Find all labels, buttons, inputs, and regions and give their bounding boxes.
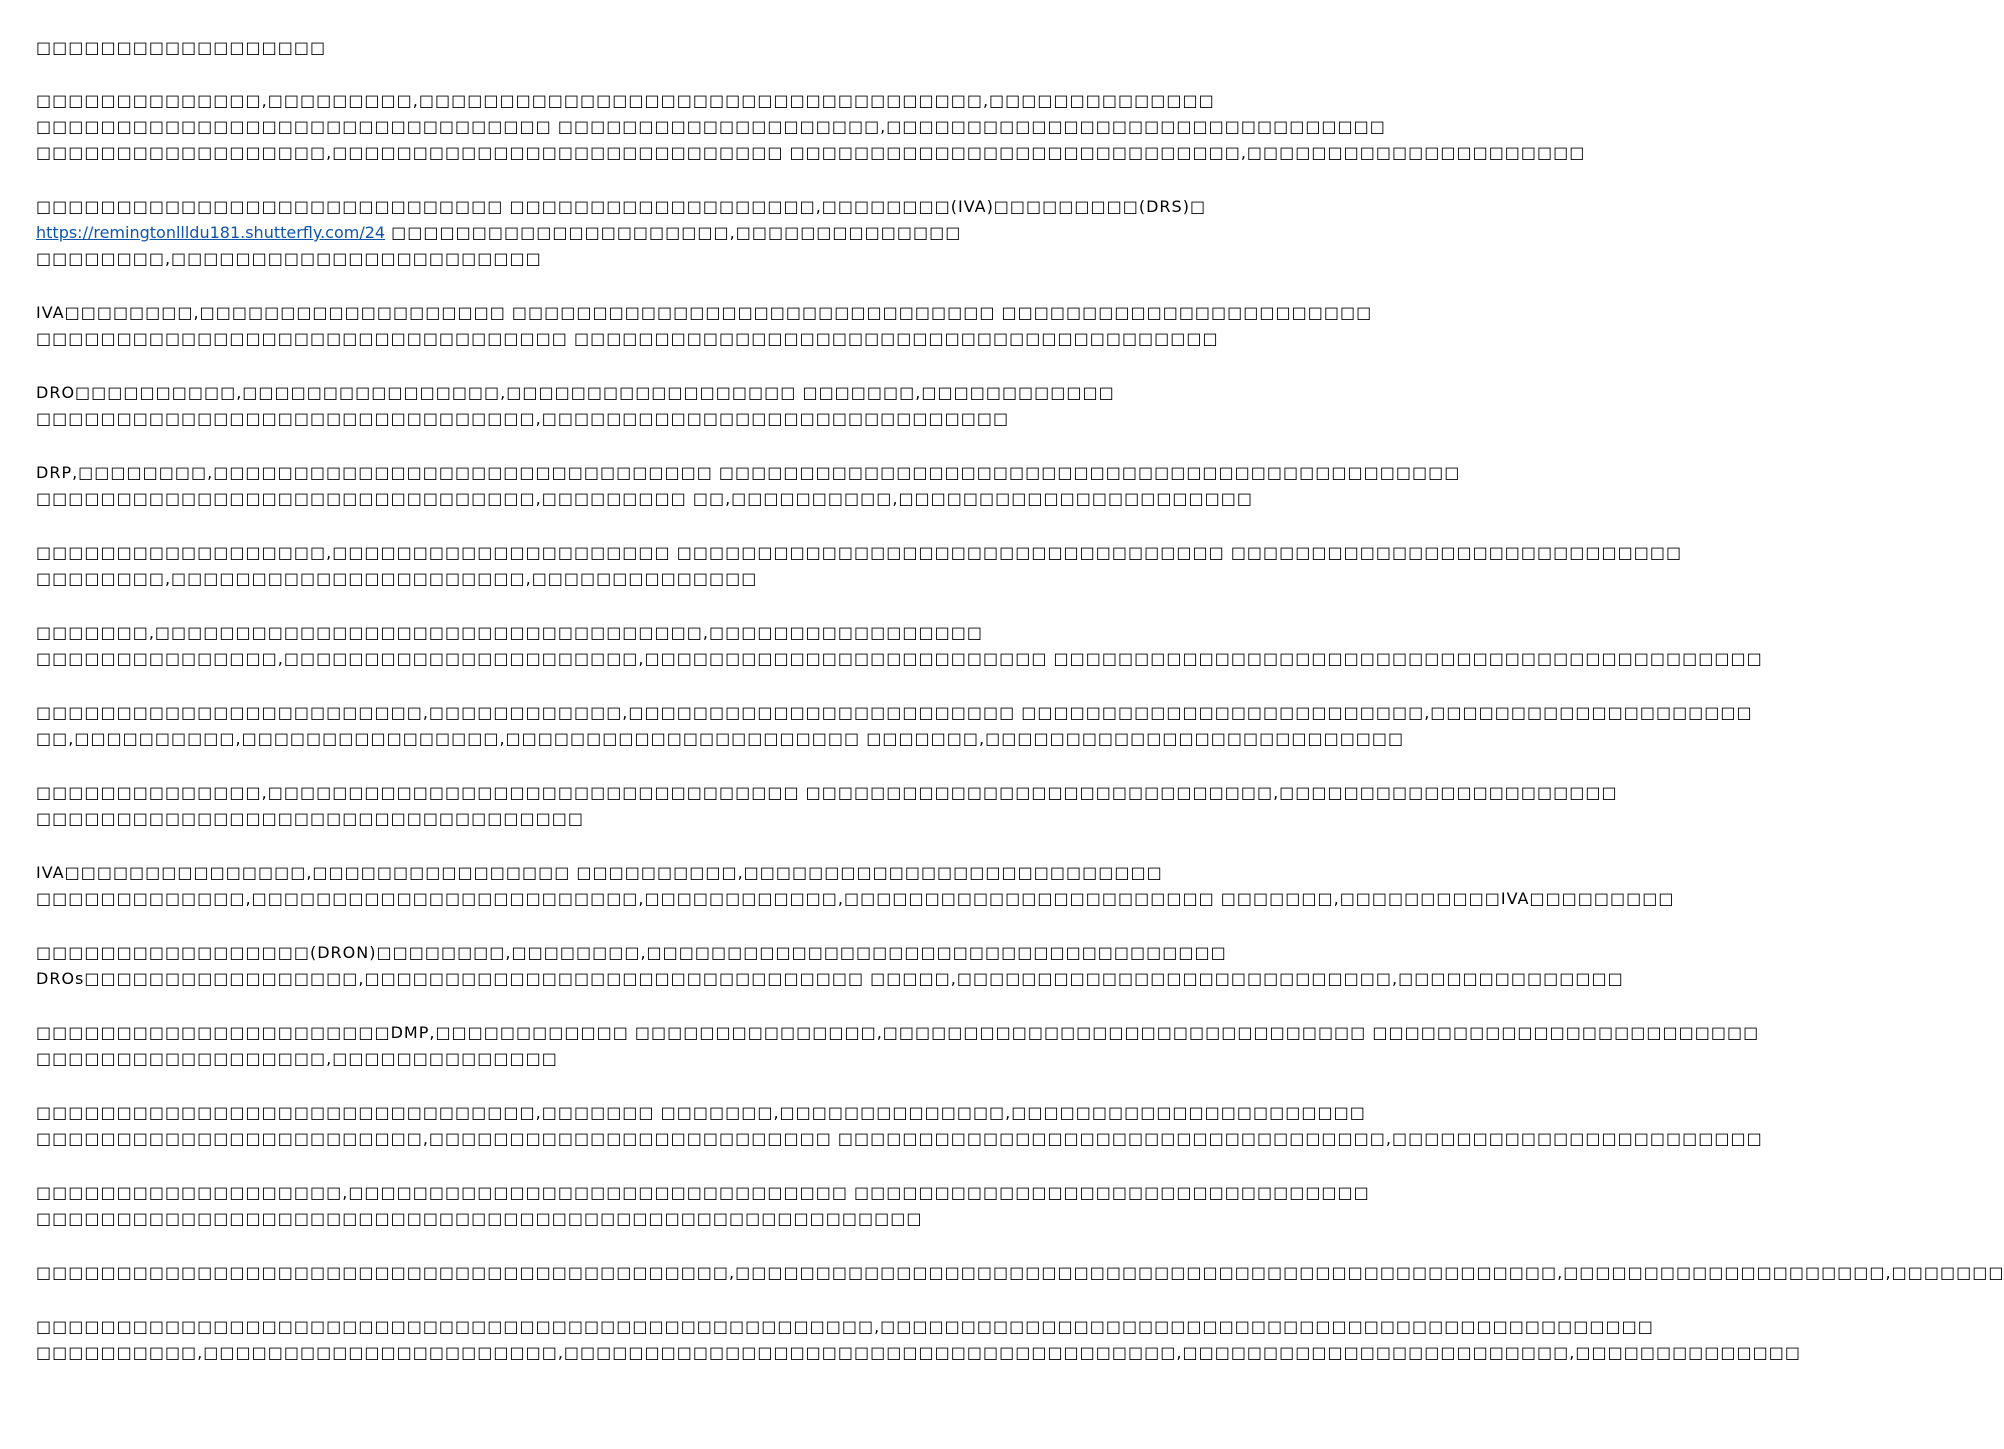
paragraph-10 [36, 860, 1675, 912]
text-line: □□□□□□□□,□□□□□□□□□□□□□□□□□□□□□□□ [36, 249, 542, 268]
paragraph-13 [36, 1100, 1763, 1152]
text-line: □□□□□□□□□□□□□□□□□□□□□□□□□□□□□□□□□□□□□□□□□□□,□□□□□□□□□□□□□□□□□□□□□□□□□□□□□□□□□□□□□□□□□□□□□□□□□□□,□□□□□□□□□□□□□□□□□□□□,□□□□□□□ [36, 1263, 2004, 1282]
text-line: □□□□□□□□□□□□□□,□□□□□□□□□,□□□□□□□□□□□□□□□□□□□□□□□□□□□□□□□□□□□,□□□□□□□□□□□□□□ [36, 91, 1215, 110]
text-line: □□□□□□□□□□□□□□□□□□,□□□□□□□□□□□□□□□□□□□□□ □□□□□□□□□□□□□□□□□□□□□□□□□□□□□□□□□□ □□□□□□□□□□□□□□□□□□□□□□□□□□□□ [36, 543, 1683, 562]
text-line: □□□□□□□□□□□□□□□□□□□□□□□□,□□□□□□□□□□□□,□□□□□□□□□□□□□□□□□□□□□□□□ □□□□□□□□□□□□□□□□□□□□□□□□□,□□□□□□□□□□□□□□□□□□□□ [36, 703, 1753, 722]
paragraph-1 [36, 88, 1586, 166]
text-line: □□□□□□□□□□□□□□□□□□□,□□□□□□□□□□□□□□□□□□□□□□□□□□□□□□□ □□□□□□□□□□□□□□□□□□□□□□□□□□□□□□□□ [36, 1183, 1370, 1202]
text-line: □□□□□□□□□□□□□□□□□□□□□□DMP,□□□□□□□□□□□□ □□□□□□□□□□□□□□□,□□□□□□□□□□□□□□□□□□□□□□□□□□□□□□ □□□□□□□□□□□□□□□□□□□□□□□□ [36, 1023, 1760, 1042]
text-line: □□□□□□□□□□□□□□□□□□□□□□□□□□□□□□□,□□□□□□□□□□□□□□□□□□□□□□□□□□□□□ [36, 409, 1010, 428]
text-line: □□□□□□□□□□□□□□□□□□□□□□□□□□□□□□□□□□□□□□□□□□□□□□□□□□□□,□□□□□□□□□□□□□□□□□□□□□□□□□□□□□□□□□□□□□□□□□□□□□□□□ [36, 1317, 1654, 1336]
paragraph-2 [36, 194, 1207, 272]
paragraph-7 [36, 620, 1763, 672]
text-line: □□□□□□□□,□□□□□□□□□□□□□□□□□□□□□□,□□□□□□□□□□□□□□ [36, 569, 758, 588]
text-line: □□□□□□□□□□□□□□□,□□□□□□□□□□□□□□□□□□□□□□,□□□□□□□□□□□□□□□□□□□□□□□□□ □□□□□□□□□□□□□□□□□□□□□□□□□□□□□□□□□□□□□□□□□□□□ [36, 649, 1763, 668]
text-line: DRO□□□□□□□□□□,□□□□□□□□□□□□□□□□,□□□□□□□□□□□□□□□□□□ □□□□□□□,□□□□□□□□□□□□ [36, 383, 1115, 402]
text-segment: □□□□□□□□□□□□□□□□□□□□□,□□□□□□□□□□□□□□ [391, 223, 962, 242]
text-line: □□□□□□□□□□□□□□□□□□□□□□□□□□□□□□□□ □□□□□□□□□□□□□□□□□□□□,□□□□□□□□□□□□□□□□□□□□□□□□□□□□□□□ [36, 117, 1386, 136]
text-line: □□,□□□□□□□□□□,□□□□□□□□□□□□□□□□,□□□□□□□□□□□□□□□□□□□□□□ □□□□□□□,□□□□□□□□□□□□□□□□□□□□□□□□□□ [36, 729, 1405, 748]
text-line: DROs□□□□□□□□□□□□□□□□□,□□□□□□□□□□□□□□□□□□□□□□□□□□□□□□□ □□□□□,□□□□□□□□□□□□□□□□□□□□□□□□□□□,□□□□□□□□□□□□□□ [36, 969, 1624, 988]
text-line: □□□□□□□□□□□□□□□□□□□□□□□□□□□□□□□□□ □□□□□□□□□□□□□□□□□□□□□□□□□□□□□□□□□□□□□□□□ [36, 329, 1219, 348]
paragraph-8 [36, 700, 1753, 752]
paragraph-4 [36, 380, 1115, 432]
text-line: IVA□□□□□□□□,□□□□□□□□□□□□□□□□□□□ □□□□□□□□□□□□□□□□□□□□□□□□□□□□□□ □□□□□□□□□□□□□□□□□□□□□□□ [36, 303, 1373, 322]
paragraph-11 [36, 940, 1624, 992]
text-line: □□□□□□□□□□□□□□□□□□□□□□□□,□□□□□□□□□□□□□□□□□□□□□□□□□ □□□□□□□□□□□□□□□□□□□□□□□□□□□□□□□□□□,□□□□□□□□□□□□□□□□□□□□□□□ [36, 1129, 1763, 1148]
paragraph-6 [36, 540, 1683, 592]
text-line: □□□□□□□□□□□□□,□□□□□□□□□□□□□□□□□□□□□□□□,□□□□□□□□□□□□,□□□□□□□□□□□□□□□□□□□□□□□ □□□□□□□,□□□□□□□□□□IVA□□□□□□□□□ [36, 889, 1675, 908]
text-line: □□□□□□□□□□□□□□□□□□□□□□□□□□□□□□□□□□□□□□□□□□□□□□□□□□□□□□□ [36, 1209, 923, 1228]
paragraph-14 [36, 1180, 1370, 1232]
text-line: IVA□□□□□□□□□□□□□□□,□□□□□□□□□□□□□□□□ □□□□□□□□□□,□□□□□□□□□□□□□□□□□□□□□□□□□□ [36, 863, 1163, 882]
paragraph-3 [36, 300, 1373, 352]
text-line: □□□□□□□□□□□□□□□□□□□□□□□□□□□□□□□,□□□□□□□ □□□□□□□,□□□□□□□□□□□□□□,□□□□□□□□□□□□□□□□□□□□□□ [36, 1103, 1366, 1122]
text-line: □□□□□□□□□□□□□□□□□(DRON)□□□□□□□□,□□□□□□□□,□□□□□□□□□□□□□□□□□□□□□□□□□□□□□□□□□□□□ [36, 943, 1227, 962]
text-line: □□□□□□□□□□□□□□□□□□□□□□□□□□□□□ □□□□□□□□□□□□□□□□□□□,□□□□□□□□(IVA)□□□□□□□□□(DRS)□ [36, 197, 1207, 216]
text-line: □□□□□□□□□□□□□□□□□□,□□□□□□□□□□□□□□ [36, 1049, 558, 1068]
paragraph-9 [36, 780, 1618, 832]
paragraph-16 [36, 1314, 1801, 1366]
external-link[interactable]: https://remingtonllldu181.shutterfly.com/24 [36, 223, 386, 242]
text-line: □□□□□□□□□□□□□□□□□□□□□□□□□□□□□□□□□□ [36, 809, 584, 828]
paragraph-5 [36, 460, 1461, 512]
text-line: □□□□□□□□□□□□□□,□□□□□□□□□□□□□□□□□□□□□□□□□□□□□□□□□ □□□□□□□□□□□□□□□□□□□□□□□□□□□□□,□□□□□□□□□□□□□□□□□□□□□ [36, 783, 1618, 802]
paragraph-15 [36, 1260, 2004, 1286]
text-line: □□□□□□□□□□□□□□□□□□,□□□□□□□□□□□□□□□□□□□□□□□□□□□□ □□□□□□□□□□□□□□□□□□□□□□□□□□□□,□□□□□□□□□□□□□□□□□□□□□ [36, 143, 1586, 162]
text-line: □□□□□□□,□□□□□□□□□□□□□□□□□□□□□□□□□□□□□□□□□□,□□□□□□□□□□□□□□□□□ [36, 623, 983, 642]
document-title: □□□□□□□□□□□□□□□□□□ [36, 38, 327, 57]
paragraph-12 [36, 1020, 1760, 1072]
text-line: □□□□□□□□□□,□□□□□□□□□□□□□□□□□□□□□□,□□□□□□□□□□□□□□□□□□□□□□□□□□□□□□□□□□□□□□,□□□□□□□□□□□□□□□□□□□□□□□□,□□□□□□□□□□□□□□ [36, 1343, 1801, 1362]
text-line: DRP,□□□□□□□□,□□□□□□□□□□□□□□□□□□□□□□□□□□□□□□□ □□□□□□□□□□□□□□□□□□□□□□□□□□□□□□□□□□□□□□□□□□□□□□ [36, 463, 1461, 482]
text-line: □□□□□□□□□□□□□□□□□□□□□□□□□□□□□□□,□□□□□□□□□ □□,□□□□□□□□□□,□□□□□□□□□□□□□□□□□□□□□□ [36, 489, 1254, 508]
text-line-with-link [36, 220, 988, 246]
